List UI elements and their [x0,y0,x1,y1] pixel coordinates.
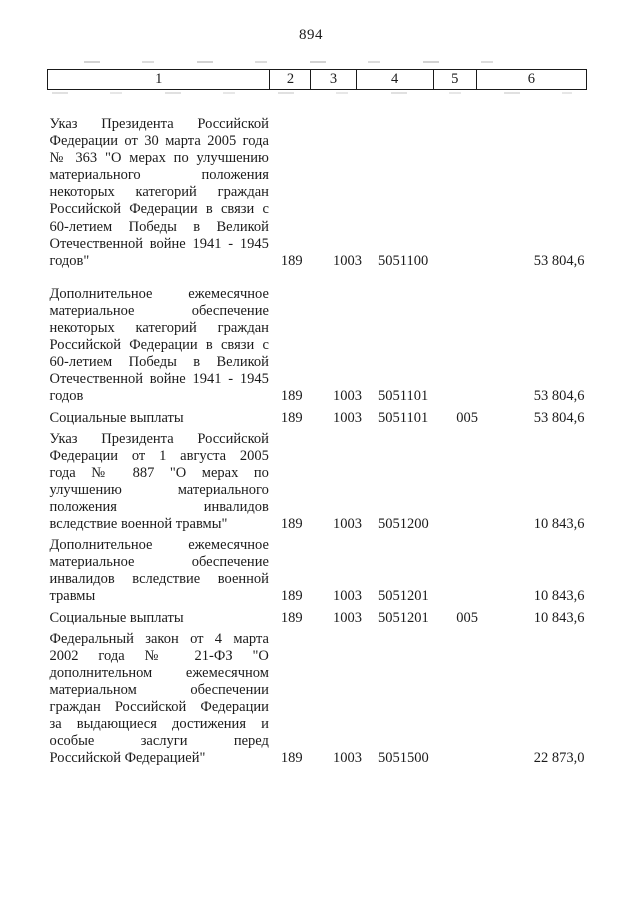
table-row [48,427,587,534]
column-header-3: 3 [311,70,356,90]
amount-cell: 10 843,6 [533,609,585,626]
column-header-2: 2 [270,70,311,90]
code-cell-col5 [433,90,476,270]
column-header-1: 1 [48,70,270,90]
code-cell-col5: 005 [456,409,478,426]
item-text-cell: Федеральный закон от 4 марта 2002 года № 21-ФЗ "О дополнительном ежемесячном материальном обеспечении граждан Российской Федерации за выдающиеся достижения и особые заслуги перед Российской Федерацией" [49,630,269,767]
code-cell-col4: 5051100 [378,252,429,269]
scan-artifact [84,61,514,63]
code-cell-col4: 5051500 [378,750,429,767]
code-cell-col5 [433,533,476,605]
code-cell-col2: 189 [280,750,303,767]
amount-cell: 10 843,6 [533,588,585,605]
column-header-4: 4 [356,70,433,90]
code-cell-col4: 5051201 [378,588,429,605]
item-text-cell: Дополнительное ежемесячное материальное обеспечение некоторых категорий граждан Российской Федерации в связи с 60-летием Победы в Великой Отечественной войне 1941 - 1945 годов [49,285,269,405]
code-cell-col4: 5051201 [378,609,429,626]
code-cell-col4: 5051200 [378,516,429,533]
code-cell-col5 [433,270,476,406]
code-cell-col4: 5051101 [378,388,429,405]
code-cell-col3: 1003 [332,516,362,533]
budget-table [47,69,587,767]
amount-cell: 53 804,6 [533,388,585,405]
code-cell-col2: 189 [280,409,303,426]
table-header-row [48,70,587,90]
table-header [48,70,587,90]
code-cell-col5 [433,627,476,768]
item-text-cell: Указ Президента Российской Федерации от 1 августа 2005 года № 887 "О мерах по улучшению материального положения инвалидов вследствие военной травмы" [49,430,269,533]
table-row [48,627,587,768]
code-cell-col2: 189 [280,388,303,405]
code-cell-col3: 1003 [332,388,362,405]
item-text-cell: Указ Президента Российской Федерации от 30 марта 2005 года № 363 "О мерах по улучшению материального положения некоторых категорий граждан Российской Федерации в связи с 60-летием Победы в Великой Отечественной войне 1941 - 1945 годов" [49,116,269,269]
code-cell-col3: 1003 [332,588,362,605]
code-cell-col2: 189 [280,609,303,626]
code-cell-col3: 1003 [332,609,362,626]
table-row [48,406,587,427]
item-text-cell: Социальные выплаты [49,409,184,426]
table-row [48,606,587,627]
code-cell-col2: 189 [280,252,303,269]
amount-cell: 22 873,0 [533,750,585,767]
code-cell-col2: 189 [280,516,303,533]
item-text-cell: Дополнительное ежемесячное материальное обеспечение инвалидов вследствие военной травмы [49,537,269,605]
amount-cell: 53 804,6 [533,252,585,269]
table-row [48,270,587,406]
code-cell-col4: 5051101 [378,409,429,426]
amount-cell: 53 804,6 [533,409,585,426]
code-cell-col5: 005 [456,609,478,626]
amount-cell: 10 843,6 [533,516,585,533]
table-row [48,90,587,270]
item-text-cell: Социальные выплаты [49,609,184,626]
code-cell-col3: 1003 [332,252,362,269]
code-cell-col3: 1003 [332,750,362,767]
column-header-6: 6 [476,70,586,90]
code-cell-col2: 189 [280,588,303,605]
page-number: 894 [299,27,323,43]
code-cell-col5 [433,427,476,534]
column-header-5: 5 [433,70,476,90]
table-row [48,533,587,605]
code-cell-col3: 1003 [332,409,362,426]
